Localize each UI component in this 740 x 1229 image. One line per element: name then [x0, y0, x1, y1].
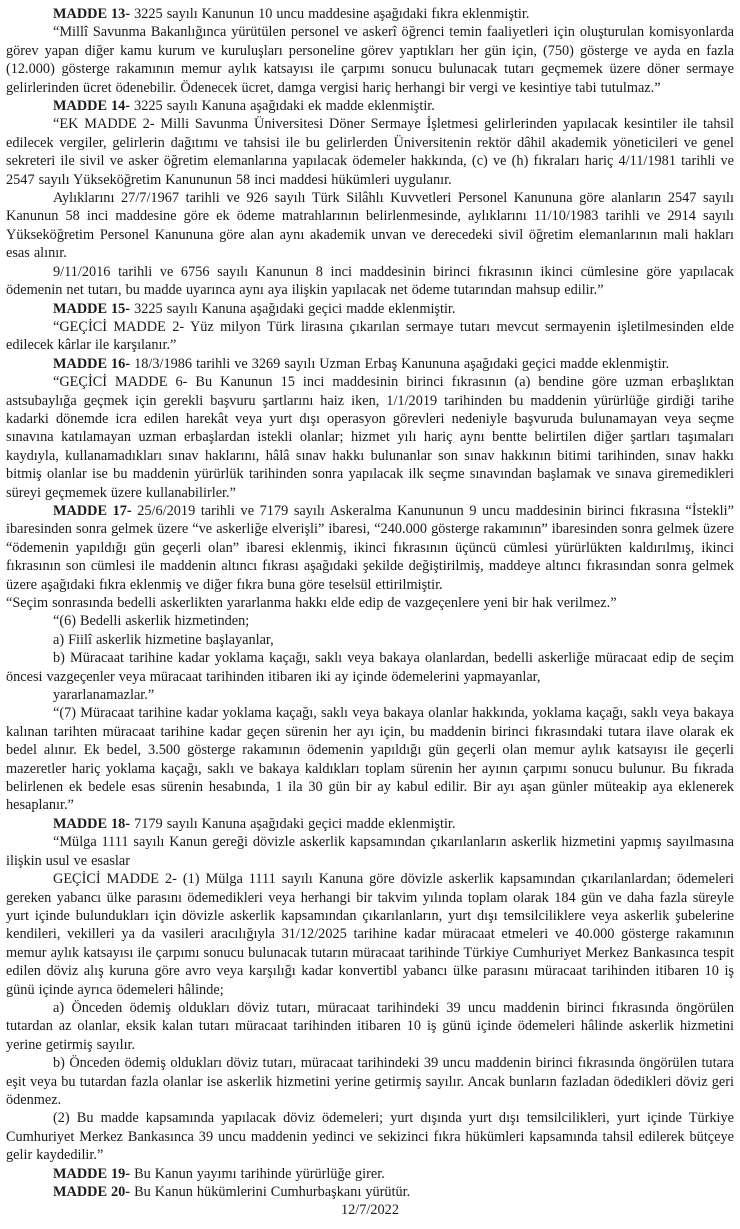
paragraph	[6, 373, 734, 502]
article-number-label: MADDE 17-	[53, 502, 132, 519]
paragraph	[6, 23, 734, 97]
paragraph-text: a) Önceden ödemiş oldukları döviz tutarı, müracaat tarihindeki 39 uncu maddenin birinci fıkrasında öngörülen tutardan az olanlar, eksik kalan tutarı müracaat tarihinden itibaren 10 iş günü içinde ödemeleri hâlinde askerlik hizmetini yerine getirmiş sayılır.	[6, 999, 734, 1053]
paragraph	[6, 612, 734, 630]
paragraph	[6, 833, 734, 870]
article-paragraph	[6, 502, 734, 594]
date-line	[6, 1201, 734, 1219]
article-paragraph	[6, 355, 734, 373]
article-number-label: MADDE 15-	[53, 300, 131, 317]
paragraph-text: 18/3/1986 tarihli ve 3269 sayılı Uzman Erbaş Kanununa aşağıdaki geçici madde eklenmiştir.	[134, 355, 670, 372]
paragraph	[6, 686, 734, 704]
paragraph-text: b) Müracaat tarihine kadar yoklama kaçağı, saklı veya bakaya olanlardan, bedelli askerliğe müracaat edip de seçim öncesi vazgeçenler veya müracaat tarihinden itibaren iki ay içinde ödemelerini yapmayanlar,	[6, 650, 734, 685]
paragraph-text: Aylıklarını 27/7/1967 tarihli ve 926 sayılı Türk Silâhlı Kuvvetleri Personel Kanununa göre alanların 2547 sayılı Kanunun 58 inci maddesine göre ek ödeme matrahlarının belirlenmesinde, aylıklarını 11/10/1983 tarihli ve 2914 sayılı Yükseköğretim Personel Kanununa göre alan aynı akademik unvan ve derecedeki sivil öğretim elemanlarının mali hakları esas alınır.	[6, 190, 734, 262]
paragraph	[6, 189, 734, 263]
paragraph-text: 9/11/2016 tarihli ve 6756 sayılı Kanunun 8 inci maddesinin birinci fıkrasının ikinci cümlesine göre yapılacak ödemenin net tutarı, bu madde uyarınca aynı aya ilişkin yapılacak net ödeme tutarından mahsup edilir.”	[6, 263, 734, 299]
article-paragraph	[6, 5, 734, 23]
paragraph-text: “Millî Savunma Bakanlığınca yürütülen personel ve askerî öğrenci temin faaliyetleri için oluşturulan komisyonlarda görev yapan diğer kamu kurum ve kuruluşları personeline görev yaptıkları her gün için, (750) gösterge ve ayda en fazla (12.000) gösterge rakamının memur aylık katsayısı ile çarpımı sonucu bulunacak tutarı geçmemek üzere döner sermaye gelirlerinden ücret ödenebilir. Ödenecek ücret, damga vergisi hariç herhangi bir vergi ve kesintiye tabi tutulmaz.”	[6, 24, 734, 96]
article-paragraph	[6, 300, 734, 318]
paragraph-text: Bu Kanun yayımı tarihinde yürürlüğe girer.	[134, 1165, 385, 1182]
paragraph-text: “Seçim sonrasında bedelli askerlikten yararlanma hakkı elde edip de vazgeçenlere yeni bir hak verilmez.”	[6, 595, 617, 611]
paragraph	[6, 999, 734, 1054]
article-number-label: MADDE 14-	[53, 98, 131, 115]
paragraph-text: “GEÇİCİ MADDE 2- Yüz milyon Türk lirasına çıkarılan sermaye tutarı mevcut sermayenin işletilmesinden elde edilecek kârlar ile karşılanır.”	[6, 318, 734, 354]
paragraph-text: GEÇİCİ MADDE 2- (1) Mülga 1111 sayılı Kanuna göre dövizle askerlik kapsamından çıkarılanlardan; ödemeleri gereken yabancı ülke parasını ödemedikleri veya herhangi bir takvim yılında toplam olarak 184 gün ve daha fazla süreyle yurt içinde bulundukları için dövizle askerlik kapsamından çıkarılanların, yurt dışı temsilciliklere veya askerlik şubelerine kendileri, vekilleri ya da vasileri aracılığıyla 31/12/2025 tarihine kadar müracaat etmeleri ve 40.000 gösterge rakamının memur aylık katsayısı ile çarpımı sonucu bulunacak tutarın müracaat tarihinde Türkiye Cumhuriyet Merkez Bankasınca tespit edilen döviz alış kuruna göre avro veya karşılığı kadar konvertibl yabancı ülke parasını müracaat tarihinden itibaren 10 iş günü içinde ayrıca ödemeleri hâlinde;	[6, 871, 734, 998]
paragraph-text: yararlanamazlar.”	[53, 687, 155, 704]
paragraph-text: (2) Bu madde kapsamında yapılacak döviz ödemeleri; yurt dışında yurt dışı temsilcilikleri, yurt içinde Türkiye Cumhuriyet Merkez Bankasınca 39 uncu maddenin yedinci ve sekizinci fıkra hükümleri kapsamında tahsil edilerek bütçeye gelir kaydedilir.”	[6, 1110, 734, 1164]
article-number-label: MADDE 20-	[53, 1184, 131, 1200]
article-paragraph	[6, 97, 734, 115]
document-body	[6, 5, 734, 1220]
paragraph	[6, 631, 734, 649]
paragraph-text: “(6) Bedelli askerlik hizmetinden;	[53, 613, 250, 630]
article-paragraph	[6, 815, 734, 833]
paragraph	[6, 1054, 734, 1109]
article-paragraph	[6, 1183, 734, 1201]
paragraph-text: 3225 sayılı Kanuna aşağıdaki geçici madde eklenmiştir.	[134, 300, 456, 317]
paragraph-text: “EK MADDE 2- Milli Savunma Üniversitesi Döner Sermaye İşletmesi gelirlerinden yapılacak kesintiler ile tahsil edilecek vergiler, gelirlerin dağıtımı ve tahsisi ile bu gelirlerden Üniversitenin rektör dâhil akademik yöneticileri ve genel sekreteri ile sivil ve asker öğretim elemanlarına yapılacak ödemeler hakkında, (c) ve (h) fıkraları hariç 4/11/1981 tarihli ve 2547 sayılı Yükseköğretim Kanununun 58 inci maddesi hükümleri uygulanır.	[6, 116, 734, 188]
paragraph-text: 7179 sayılı Kanuna aşağıdaki geçici madde eklenmiştir.	[134, 815, 456, 832]
article-number-label: MADDE 19-	[53, 1165, 131, 1182]
paragraph-text: Bu Kanun hükümlerini Cumhurbaşkanı yürütür.	[134, 1184, 411, 1200]
paragraph-text: 25/6/2019 tarihli ve 7179 sayılı Askeralma Kanununun 9 uncu maddesinin birinci fıkrasına “İstekli” ibaresinden sonra gelmek üzere “ve askerliğe elverişli” ibaresi, “240.000 gösterge rakamının” ibaresinden sonra gelmek üzere “ödemenin yapıldığı gün geçerli olan” ibaresi eklenmiş, ikinci fıkrasının üçüncü cümlesi yürürlükten kaldırılmış, ikinci fıkrasının son cümlesi ile maddenin altıncı fıkrası aşağıdaki şekilde değiştirilmiş, maddeye altıncı fıkrasından sonra gelmek üzere aşağıdaki fıkra eklenmiş ve diğer fıkra buna göre teselsül ettirilmiştir.	[6, 502, 734, 593]
paragraph-text: b) Önceden ödemiş oldukları döviz tutarı, müracaat tarihindeki 39 uncu maddenin birinci fıkrasında öngörülen tutara eşit veya bu tutardan fazla olanlar ise askerlik hizmetini yerine getirmiş sayılır. Ancak bunların fazladan ödedikleri döviz geri ödenmez.	[6, 1055, 734, 1108]
article-number-label: MADDE 16-	[53, 355, 131, 372]
paragraph-text: 3225 sayılı Kanuna aşağıdaki ek madde eklenmiştir.	[134, 98, 435, 115]
article-number-label: MADDE 18-	[53, 815, 131, 832]
paragraph-text: “(7) Müracaat tarihine kadar yoklama kaçağı, saklı veya bakaya olanlar hakkında, yoklama kaçağı, saklı veya bakaya kalınan tarihten müracaat tarihine kadar geçen sürenin her ayı için, bu maddenin birinci fıkrasındaki tutara ilave olarak ek bedel alınır. Ek bedel, 3.500 gösterge rakamının ödemenin yapıldığı gün geçerli olan memur aylık katsayısı ile geçerli mazeretler hariç yoklama kaçağı, saklı ve bakaya kaldıkları toplam sürenin her ayının çarpımı sonucu bulunur. Bu fıkrada belirlenen ek bedele esas sürenin hesabında, 1 ila 30 gün bir ay kabul edilir. Bir ayı aşan günler müteakip aya eklenerek hesaplanır.”	[6, 705, 734, 814]
paragraph	[6, 649, 734, 686]
paragraph	[6, 594, 734, 612]
paragraph	[6, 870, 734, 999]
paragraph-text: “Mülga 1111 sayılı Kanun gereği dövizle askerlik kapsamından çıkarılanların askerlik hizmetini yapmış sayılmasına ilişkin usul ve esaslar	[6, 834, 734, 869]
paragraph-text: “GEÇİCİ MADDE 6- Bu Kanunun 15 inci maddesinin birinci fıkrasının (a) bendine göre uzman erbaşlıktan astsubaylığa geçmek için gerekli başvuru şartlarını haiz iken, 1/1/2019 tarihinden bu maddenin yürürlüğe girdiği tarihe kadarki dönemde icra edilen harekât veya yurt dışı operasyon görevleri nedeniyle başvuruda bulunamayan veya seçme sınavına katılamayan uzman erbaşlardan istekli olanlar; hizmet yılı hariç aynı bentte belirtilen diğer şartları taşımaları kaydıyla, kullanamadıkları sınav haklarını, hâlâ sınav hakkı bulunanlar son sınav hakkının bitimi tarihinden, sınav hakkı bitmiş olanlar ise bu maddenin yürürlük tarihinden sonra yapılacak ilk seçme sınavından başlamak ve sınava giremedikleri süreyi geçmemek üzere kullanabilirler.”	[6, 374, 734, 501]
paragraph	[6, 704, 734, 814]
paragraph	[6, 115, 734, 189]
paragraph-text: 3225 sayılı Kanunun 10 uncu maddesine aşağıdaki fıkra eklenmiştir.	[134, 6, 530, 22]
paragraph-text: a) Fiilî askerlik hizmetine başlayanlar,	[53, 631, 274, 648]
paragraph	[6, 263, 734, 300]
paragraph	[6, 318, 734, 355]
paragraph-text: 12/7/2022	[341, 1202, 399, 1219]
article-number-label: MADDE 13-	[53, 6, 131, 22]
article-paragraph	[6, 1165, 734, 1183]
paragraph	[6, 1109, 734, 1164]
